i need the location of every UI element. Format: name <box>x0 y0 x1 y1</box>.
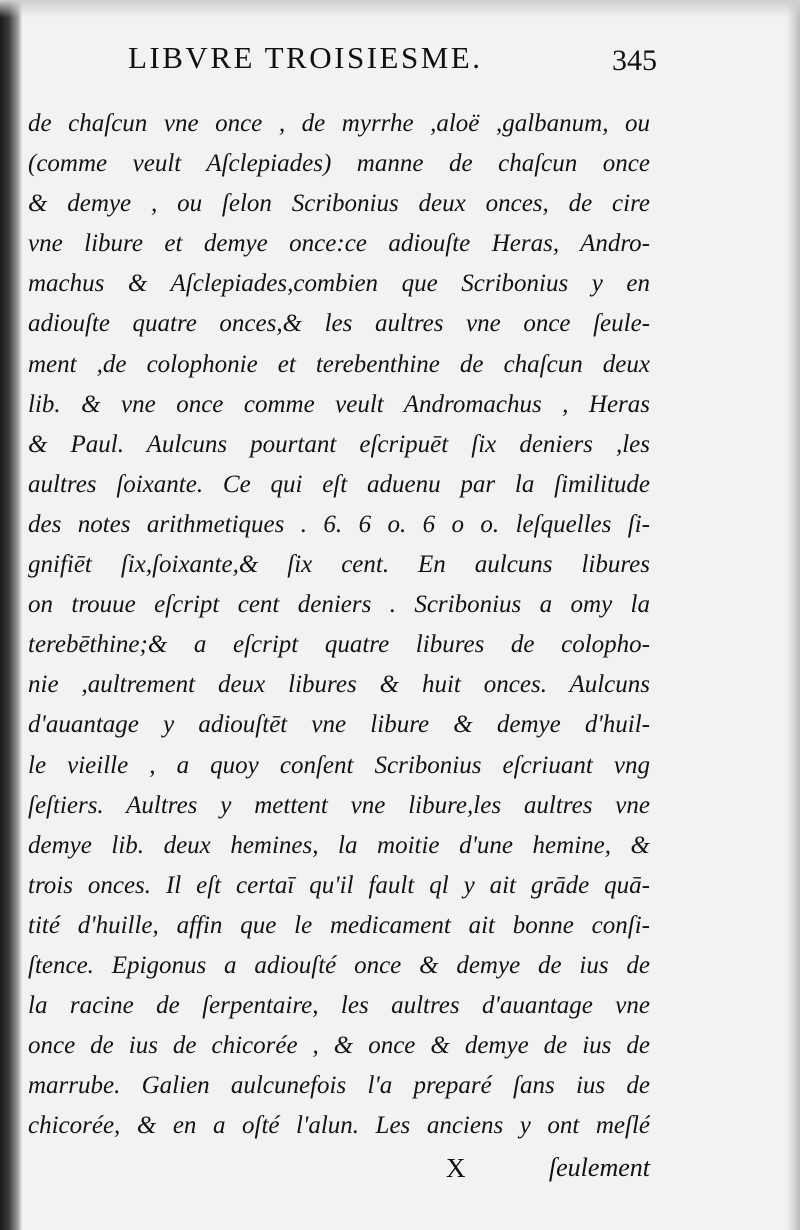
running-head: LIBVRE TROISIESME. <box>128 40 483 75</box>
top-edge-shadow <box>0 0 800 18</box>
text-line: des notes arithmetiques . 6. 6 o. 6 o o. leſquelles ſi- <box>28 510 650 538</box>
text-line: tité d'huille, affin que le medicament ait bonne conſi- <box>28 911 650 939</box>
text-line: vne libure et demye once:ce adiouſte Heras, Andro- <box>28 230 650 258</box>
text-line: & demye , ou ſelon Scribonius deux onces, de cire <box>28 190 650 218</box>
text-block <box>28 104 650 1146</box>
binding-shadow <box>0 0 22 1230</box>
text-line: la racine de ſerpentaire, les aultres d'auantage vne <box>28 992 650 1020</box>
text-line: chicorée, & en a oſté l'alun. Les anciens y ont meſlé <box>28 1112 650 1140</box>
text-line: de chaſcun vne once , de myrrhe ,aloë ,galbanum, ou <box>28 110 650 137</box>
text-line: terebēthine;& a eſcript quatre libures de colopho- <box>28 631 650 659</box>
text-line: marrube. Galien aulcunefois l'a preparé ſans ius de <box>28 1072 650 1100</box>
text-line: gnifiēt ſix,ſoixante,& ſix cent. En aulcuns libures <box>28 551 650 579</box>
text-line: (comme veult Aſclepiades) manne de chaſcun once <box>28 150 650 178</box>
text-line: machus & Aſclepiades,combien que Scribonius y en <box>28 270 650 298</box>
text-line: demye lib. deux hemines, la moitie d'une hemine, & <box>28 831 650 859</box>
text-line: le vieille , a quoy conſent Scribonius eſcriuant vng <box>28 751 650 779</box>
signature-mark: X <box>446 1153 466 1183</box>
text-line: once de ius de chicorée , & once & demye de ius de <box>28 1032 650 1060</box>
text-line: lib. & vne once comme veult Andromachus , Heras <box>28 390 650 418</box>
text-line: aultres ſoixante. Ce qui eſt aduenu par la ſimilitude <box>28 470 650 498</box>
text-line: trois onces. Il eſt certaī qu'il fault ql y ait grāde quā- <box>28 871 650 899</box>
text-line: adiouſte quatre onces,& les aultres vne once ſeule- <box>28 310 650 338</box>
text-line: on trouue eſcript cent deniers . Scribonius a omy la <box>28 591 650 619</box>
text-line: & Paul. Aulcuns pourtant eſcripuēt ſix deniers ,les <box>28 430 650 458</box>
text-line: ſeſtiers. Aultres y mettent vne libure,les aultres vne <box>28 791 650 819</box>
text-line: nie ,aultrement deux libures & huit onces. Aulcuns <box>28 671 650 699</box>
catchline <box>28 1148 650 1188</box>
text-line: ſtence. Epigonus a adiouſté once & demye de ius de <box>28 951 650 979</box>
catchword: ſeulement <box>548 1153 650 1182</box>
page-edge-shadow <box>786 0 800 1230</box>
page-number: 345 <box>612 44 657 77</box>
text-line: d'auantage y adiouſtēt vne libure & demye d'huil- <box>28 711 650 739</box>
text-line: ment ,de colophonie et terebenthine de chaſcun deux <box>28 350 650 378</box>
